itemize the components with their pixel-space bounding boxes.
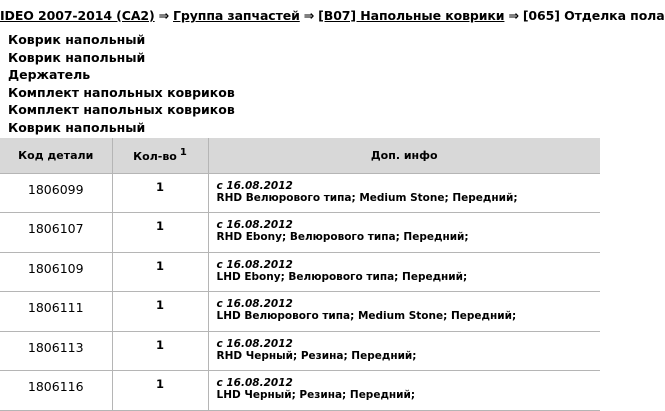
table-row — [0, 331, 600, 371]
breadcrumb-group[interactable]: Группа запчастей — [173, 8, 300, 23]
part-name-item[interactable]: Коврик напольный — [8, 32, 146, 47]
breadcrumb-separator: ⇒ — [303, 8, 315, 23]
breadcrumb-current: [065] Отделка пола — [522, 8, 665, 23]
quantity-cell: 1 — [112, 292, 208, 332]
quantity-cell: 1 — [112, 173, 208, 213]
part-name-item[interactable]: Комплект напольных ковриков — [8, 84, 235, 100]
part-code-cell[interactable]: 1806109 — [0, 252, 112, 292]
breadcrumb — [0, 8, 665, 23]
breadcrumb-separator: ⇒ — [158, 8, 170, 23]
part-name-item[interactable]: Коврик напольный — [8, 119, 146, 135]
part-code-cell[interactable]: 1806113 — [0, 331, 112, 371]
info-cell — [208, 252, 600, 292]
breadcrumb-model[interactable]: IDEO 2007-2014 (CA2) — [0, 8, 155, 23]
info-cell — [208, 292, 600, 332]
part-code-cell[interactable]: 1806099 — [0, 173, 112, 213]
info-cell — [208, 371, 600, 411]
table-row — [0, 292, 600, 332]
part-name-item[interactable]: Комплект напольных ковриков — [8, 102, 235, 117]
info-date: с 16.08.2012 — [216, 179, 293, 192]
info-date: с 16.08.2012 — [216, 258, 293, 271]
info-description: LHD Ebony; Велюрового типа; Передний; — [216, 270, 468, 283]
table-row — [0, 371, 600, 411]
info-description: LHD Черный; Резина; Передний; — [216, 389, 416, 401]
info-date: с 16.08.2012 — [216, 298, 293, 310]
breadcrumb-subgroup[interactable]: [B07] Напольные коврики — [318, 8, 505, 23]
info-description: RHD Велюрового типа; Medium Stone; Передний; — [216, 191, 518, 204]
header-part-code-label: Код детали — [18, 148, 94, 162]
breadcrumb-separator: ⇒ — [508, 8, 519, 23]
quantity-footnote-marker: 1 — [179, 147, 187, 159]
quantity-cell: 1 — [112, 213, 208, 253]
part-name-list — [8, 31, 235, 136]
info-date: с 16.08.2012 — [216, 377, 293, 389]
info-cell — [208, 173, 600, 213]
table-row — [0, 173, 600, 213]
part-name-item[interactable]: Коврик напольный — [8, 49, 146, 65]
quantity-cell: 1 — [112, 331, 208, 371]
part-name-item[interactable]: Держатель — [8, 67, 91, 82]
parts-table — [0, 138, 600, 411]
info-description: LHD Велюрового типа; Medium Stone; Передний; — [216, 310, 517, 322]
info-date: с 16.08.2012 — [216, 219, 293, 231]
header-quantity — [112, 138, 208, 173]
table-header-row — [0, 138, 600, 173]
table-row — [0, 213, 600, 253]
info-description: RHD Ebony; Велюрового типа; Передний; — [216, 231, 469, 243]
part-code-cell[interactable]: 1806111 — [0, 292, 112, 332]
table-row — [0, 252, 600, 292]
info-cell — [208, 331, 600, 371]
header-additional-info — [208, 138, 600, 173]
quantity-cell: 1 — [112, 252, 208, 292]
header-additional-info-label: Доп. инфо — [370, 148, 438, 162]
quantity-cell: 1 — [112, 371, 208, 411]
part-code-cell[interactable]: 1806116 — [0, 371, 112, 411]
info-date: с 16.08.2012 — [216, 337, 293, 350]
info-cell — [208, 213, 600, 253]
part-code-cell[interactable]: 1806107 — [0, 213, 112, 253]
header-quantity-label: Кол-во — [133, 150, 177, 164]
info-description: RHD Черный; Резина; Передний; — [216, 349, 417, 362]
header-part-code — [0, 138, 112, 173]
